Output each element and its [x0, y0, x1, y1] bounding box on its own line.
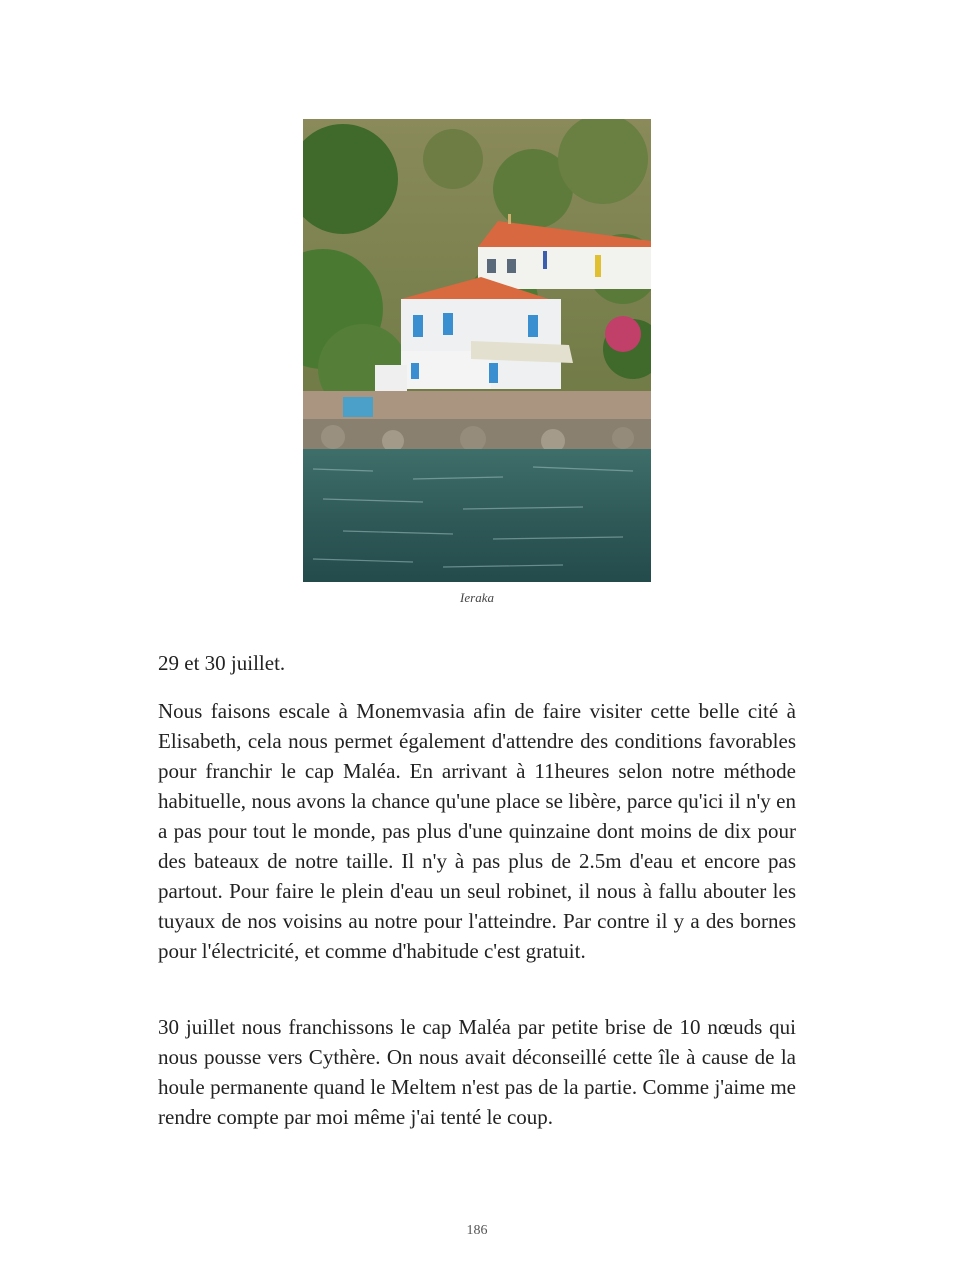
page-number: 186	[466, 1223, 488, 1238]
figure-caption: Ieraka	[460, 590, 494, 605]
harbor-photo	[303, 119, 651, 582]
body-paragraph-1: Nous faisons escale à Monemvasia afin de faire visiter cette belle cité à Elisabeth, cela nous permet également d'attendre des conditions favorables pour franchir le cap Maléa. En arrivant à 11heures selon notre méthode habituelle, nous avons la chance qu'une place se libère, parce qu'ici il n'y en a pas pour tout le monde, pas plus d'une quinzaine dont moins de dix pour des bateaux de notre taille. Il n'y à pas plus de 2.5m d'eau et encore pas partout. Pour faire le plein d'eau un seul robinet, il nous à fallu abouter les tuyaux de nos voisins au notre pour l'atteindre. Par contre il y a des bornes pour l'électricité, et comme d'habitude c'est gratuit.	[158, 699, 796, 963]
body-paragraph-2: 30 juillet nous franchissons le cap Maléa par petite brise de 10 nœuds qui nous pousse vers Cythère. On nous avait déconseillé cette île à cause de la houle permanente quand le Meltem n'est pas de la partie. Comme j'aime me rendre compte par moi même j'ai tenté le coup.	[158, 1015, 796, 1129]
date-heading: 29 et 30 juillet.	[158, 651, 286, 675]
